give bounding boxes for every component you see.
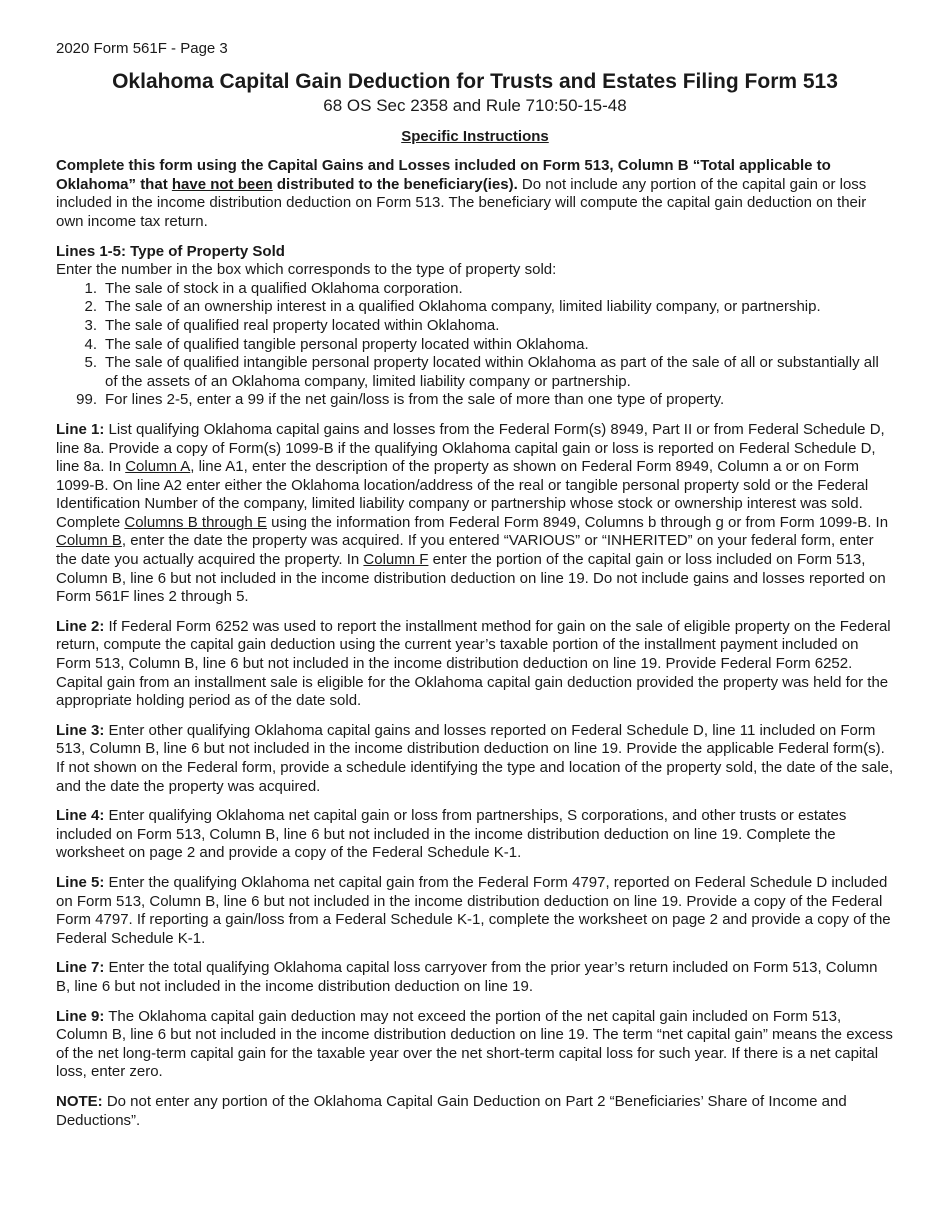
specific-instructions-heading: Specific Instructions [401, 127, 549, 145]
list-item [56, 354, 894, 391]
property-type-list [56, 280, 894, 410]
line-2-instructions [56, 618, 894, 711]
list-item-text: The sale of qualified real property located within Oklahoma. [105, 316, 500, 334]
list-item [56, 280, 894, 299]
column-a-ref: Column A [125, 458, 191, 476]
line-1-text: enter the portion of the capital gain or loss included on Form 513, Column B, line 6 but not included in the income distribution deduction on line 19. Do not include gains and losses reported on Form 561F lines 2 through 5. [56, 551, 886, 606]
line-7-instructions [56, 959, 894, 996]
note-paragraph [56, 1093, 894, 1130]
columns-b-e-ref: Columns B through E [124, 513, 267, 531]
line-4-instructions [56, 807, 894, 863]
note-label: NOTE: [56, 1092, 103, 1110]
line-3-label: Line 3: [56, 721, 105, 739]
list-item-text: The sale of an ownership interest in a qualified Oklahoma company, limited liability company, or partnership. [105, 298, 821, 316]
line-3-instructions [56, 722, 894, 796]
page-title: Oklahoma Capital Gain Deduction for Trusts and Estates Filing Form 513 [112, 69, 838, 93]
list-item-number: 2. [84, 298, 97, 316]
line-9-label: Line 9: [56, 1007, 105, 1025]
line-5-instructions [56, 874, 894, 948]
line-4-text: Enter qualifying Oklahoma net capital gain or loss from partnerships, S corporations, and other trusts or estates included on Form 513, Column B, line 6 but not included in the income distribution deduction on line 19. Complete the worksheet on page 2 and provide a copy of the Federal Schedule K-1. [56, 807, 847, 862]
list-item [56, 336, 894, 355]
line-4-label: Line 4: [56, 807, 105, 825]
line-5-label: Line 5: [56, 873, 105, 891]
line-2-text: If Federal Form 6252 was used to report the installment method for gain on the sale of eligible property on the Federal return, compute the capital gain deduction using the current year’s taxable portion of the installment payment included on Form 513, Column B, line 6 but not included in the income distribution deduction on line 19. Provide Federal Form 6252. Capital gain from an installment sale is eligible for the Oklahoma capital gain deduction provided the property was held for the appropriate holding period as of the date sold. [56, 617, 891, 710]
list-item [56, 391, 894, 410]
line-1-text: , line A1, enter the description of the property as shown on Federal Form 8949, Column a or on Form 1099-B. On line A2 enter either the Oklahoma location/address of the real or tangible personal property sold or the Federal Identification Number of the company, limited liability company or partnership whose stock or ownership interest was sold. Complete [56, 458, 869, 531]
line-3-text: Enter other qualifying Oklahoma capital gains and losses reported on Federal Schedule D, line 11 included on Form 513, Column B, line 6 but not included in the income distribution deduction on line 19. Provide the applicable Federal form(s). If not shown on the Federal form, provide a schedule identifying the type and location of the property sold, the date of the sale, and the date the property was acquired. [56, 721, 894, 795]
column-b-ref: Column B [56, 532, 122, 550]
line-1-label: Line 1: [56, 420, 105, 438]
list-item-number: 99. [76, 391, 97, 409]
intro-paragraph [56, 157, 894, 231]
list-item [56, 298, 894, 317]
list-item-text: The sale of stock in a qualified Oklahoma corporation. [105, 279, 463, 297]
list-item-text: The sale of qualified intangible personal property located within Oklahoma as part of the sale of all or substantially all of the assets of an Oklahoma company, limited liability company or partnership. [105, 354, 879, 390]
line-1-text: , enter the date the property was acquired. If you entered “VARIOUS” or “INHERITED” on your federal form, enter the date you actually acquired the property. In [56, 532, 874, 569]
list-item [56, 317, 894, 336]
list-item-number: 1. [84, 279, 97, 297]
line-1-text: List qualifying Oklahoma capital gains and losses from the Federal Form(s) 8949, Part II or from Federal Schedule D, line 8a. Provide a copy of Form(s) 1099-B if the qualifying Oklahoma capital gain or loss is reported on Federal Schedule D, line 8a. In [56, 420, 885, 476]
intro-bold-text-end: distributed to the beneficiary(ies). [272, 175, 518, 193]
line-9-text: The Oklahoma capital gain deduction may not exceed the portion of the net capital gain included on Form 513, Column B, line 6 but not included in the income distribution deduction on line 19. The term “net capital gain” means the excess of the net long-term capital gain for the taxable year over the net short-term capital loss for such year. If there is a net capital loss, enter zero. [56, 1007, 893, 1081]
page-label: 2020 Form 561F - Page 3 [56, 40, 228, 57]
line-1-text: using the information from Federal Form 8949, Columns b through g or from Form 1099-B. In [266, 513, 889, 531]
list-item-text: For lines 2-5, enter a 99 if the net gain/loss is from the sale of more than one type of property. [105, 391, 725, 409]
page-subtitle: 68 OS Sec 2358 and Rule 710:50-15-48 [323, 95, 627, 115]
list-item-number: 3. [84, 316, 97, 334]
property-type-section [56, 243, 894, 410]
list-item-number: 5. [84, 354, 97, 372]
line-1-instructions [56, 421, 894, 607]
line-9-instructions [56, 1008, 894, 1082]
column-f-ref: Column F [363, 551, 429, 569]
line-2-label: Line 2: [56, 617, 105, 635]
intro-bold-text: Complete this form using the Capital Gains and Losses included on Form 513, Column B “Total applicable to Oklahoma” that [56, 157, 831, 193]
intro-emphasis: have not been [171, 175, 273, 193]
intro-text: Do not include any portion of the capital gain or loss included in the income distribution deduction on Form 513. The beneficiary will compute the capital gain deduction on their own income tax return. [56, 175, 867, 230]
list-item-number: 4. [84, 335, 97, 353]
line-7-label: Line 7: [56, 959, 105, 977]
property-type-heading: Lines 1-5: Type of Property Sold [56, 242, 285, 260]
line-7-text: Enter the total qualifying Oklahoma capital loss carryover from the prior year’s return included on Form 513, Column B, line 6 but not included in the income distribution deduction on line 19. [56, 959, 878, 995]
property-type-lead: Enter the number in the box which corresponds to the type of property sold: [56, 261, 557, 279]
note-text: Do not enter any portion of the Oklahoma Capital Gain Deduction on Part 2 “Beneficiaries’ Share of Income and Deductions”. [56, 1092, 847, 1129]
line-5-text: Enter the qualifying Oklahoma net capital gain from the Federal Form 4797, reported on Federal Schedule D included on Form 513, Column B, line 6 but not included in the income distribution deduction on line 19. Provide a copy of the Federal Form 4797. If reporting a gain/loss from a Federal Schedule K-1, complete the worksheet on page 2 and provide a copy of the Federal Schedule K-1. [56, 873, 891, 947]
list-item-text: The sale of qualified tangible personal property located within Oklahoma. [105, 335, 589, 353]
